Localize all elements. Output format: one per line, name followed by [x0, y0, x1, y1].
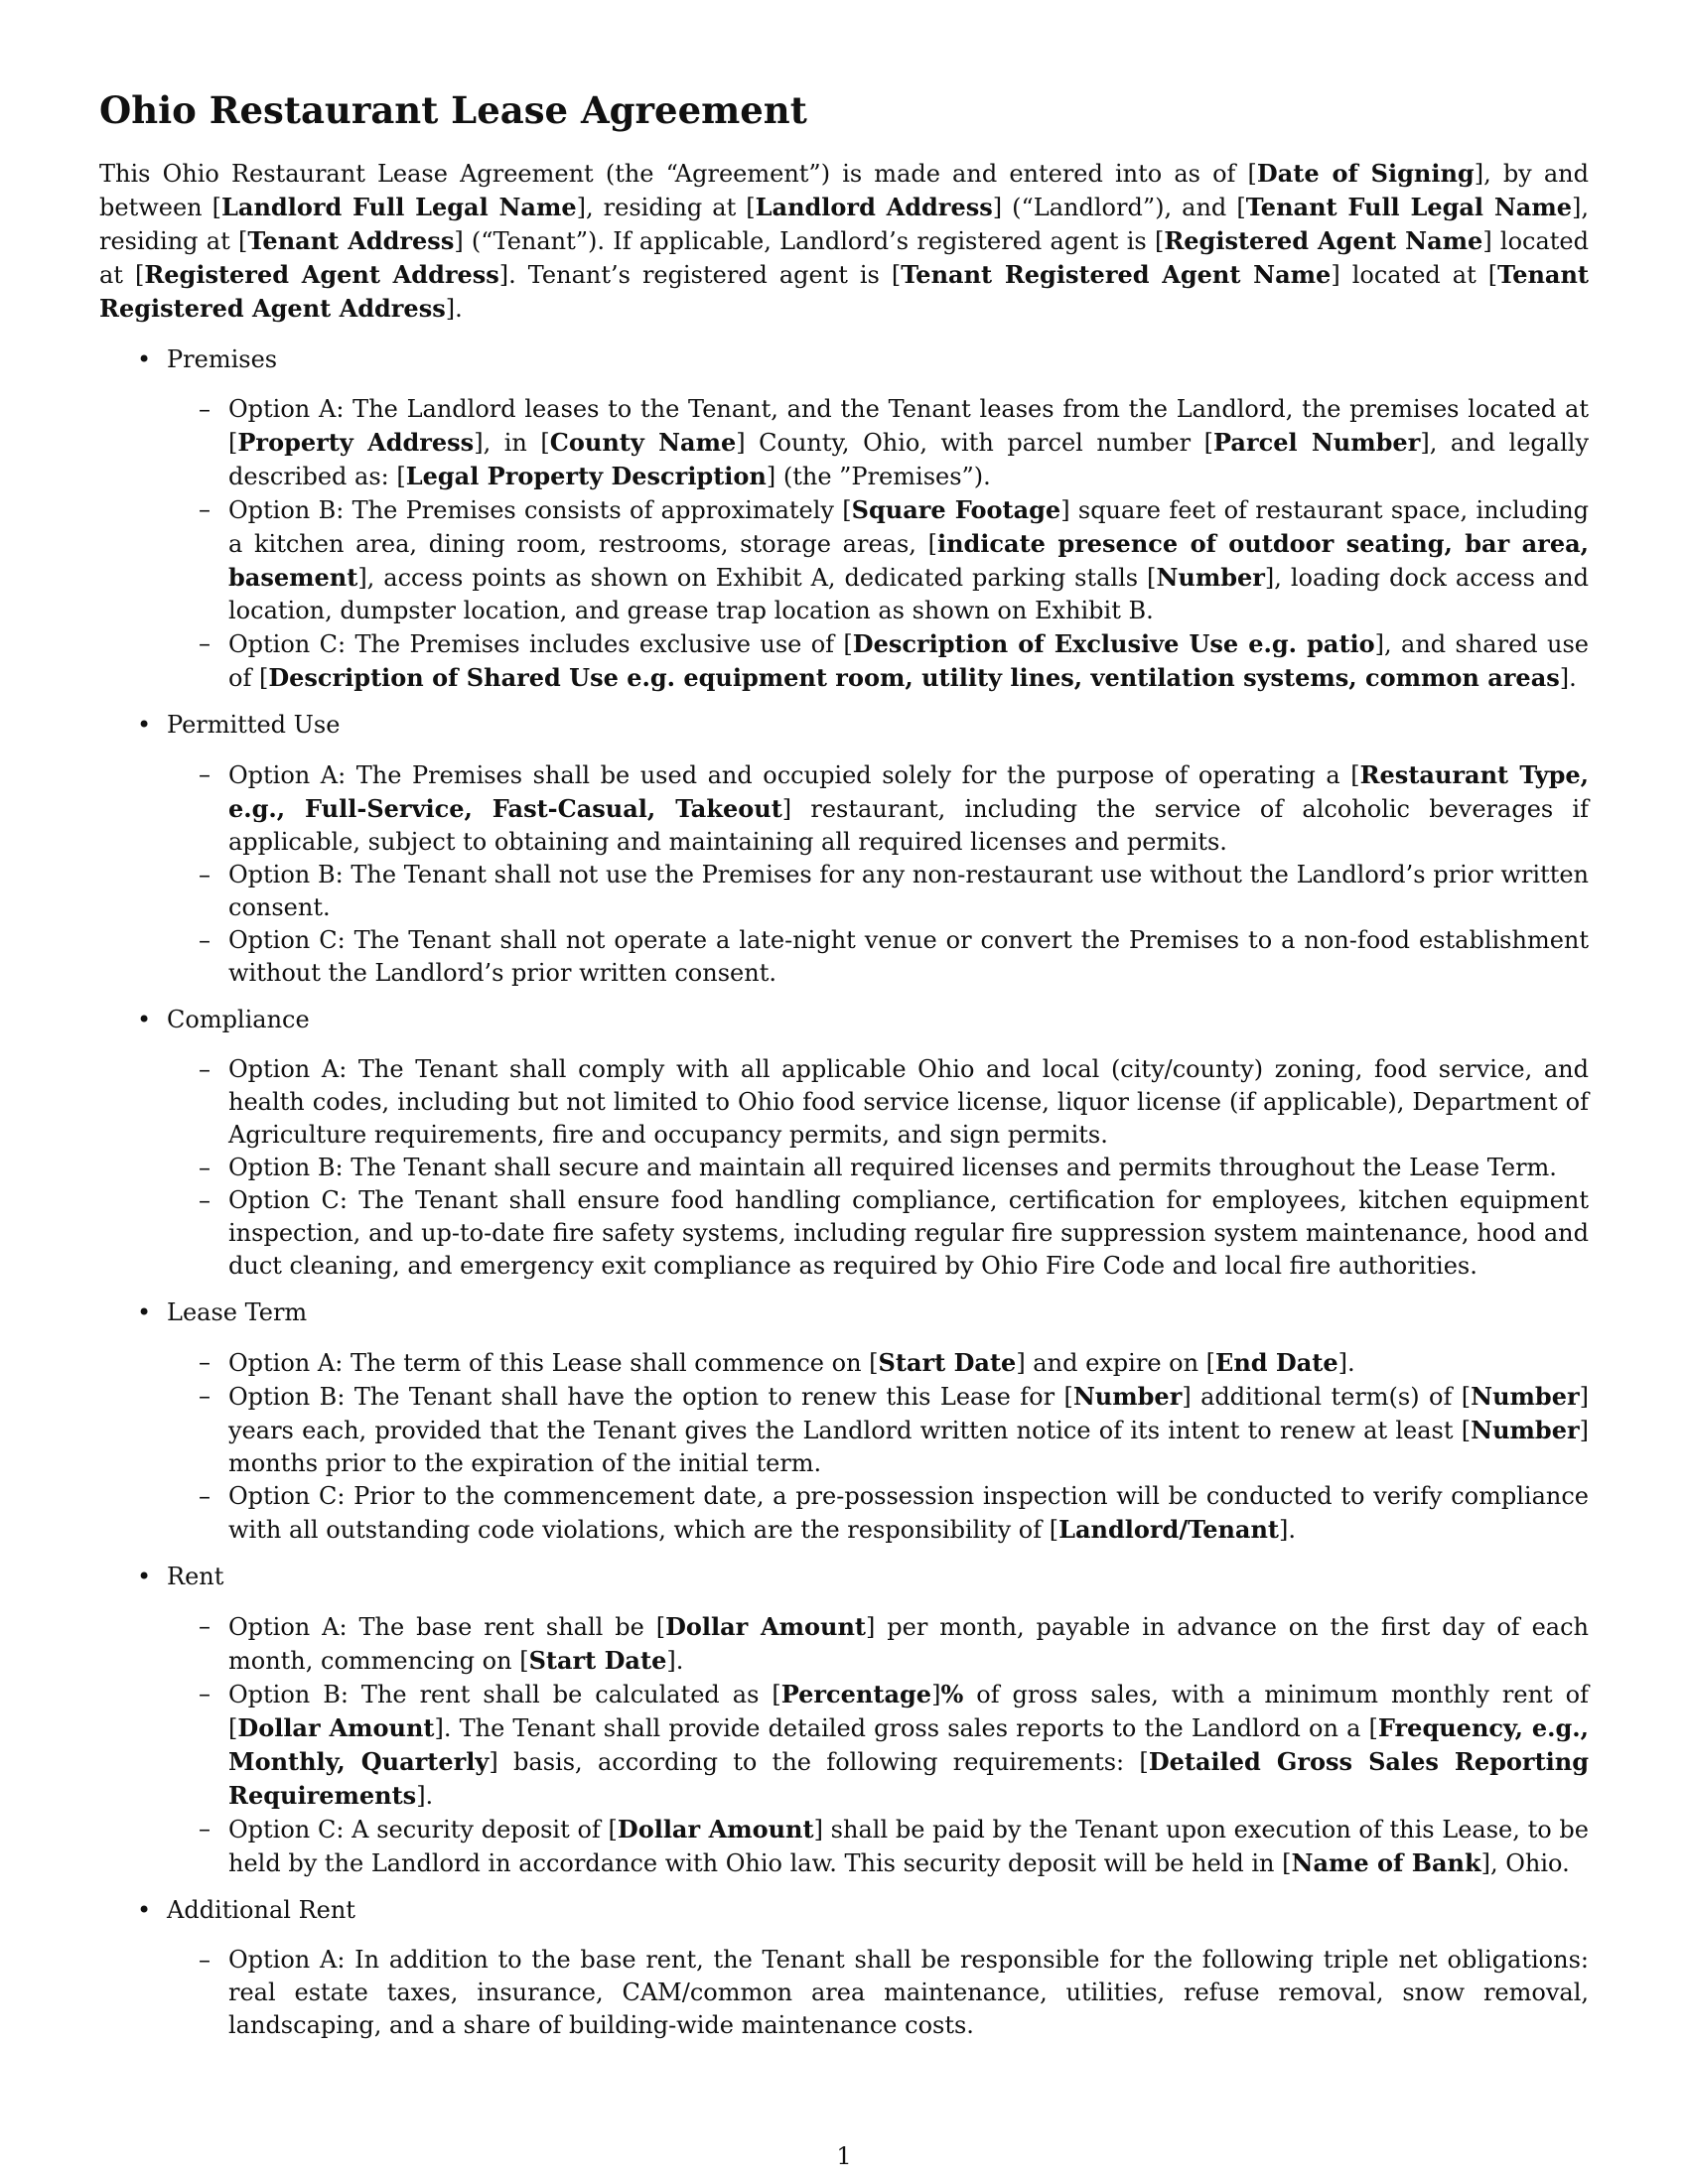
- dash-icon: –: [199, 395, 211, 423]
- placeholder-field: Dollar Amount: [237, 1713, 435, 1742]
- option-item: – Option C: Prior to the commencement date, a pre-possession inspection will be conducted to verify compliance with all outstanding code violations, which are the responsibility of [Landlord/Tenant].: [199, 1482, 1589, 1544]
- dash-icon: –: [199, 629, 211, 657]
- placeholder-field: Detailed Gross Sales Reporting Requirements: [228, 1747, 1590, 1810]
- dash-icon: –: [199, 760, 211, 788]
- bullet-icon: •: [137, 1896, 152, 1924]
- placeholder-field: Date of Signing: [1256, 159, 1475, 188]
- placeholder-field: Tenant Address: [247, 226, 455, 255]
- section-title: Additional Rent: [167, 1896, 355, 1924]
- section-list: [99, 343, 1589, 2042]
- option-item: – Option B: The Tenant shall secure and maintain all required licenses and permits throughout the Lease Term.: [167, 1152, 1589, 1184]
- option-item: – Option B: The rent shall be calculated as [Percentage]% of gross sales, with a minimum monthly rent of [Dollar Amount]. The Tenant shall provide detailed gross sales reports to the Landlord on a [Frequency, e.g., Monthly, Quarterly] basis, according to the following requirements: [Detailed Gross Sales Reporting Requirements].: [199, 1680, 1590, 1810]
- option-item: – Option A: The base rent shall be [Dollar Amount] per month, payable in advance on the first day of each month, commencing on [Start Date].: [199, 1612, 1589, 1675]
- dash-icon: –: [199, 1612, 211, 1640]
- option-list: [167, 758, 1589, 990]
- option-item: – Option B: The Premises consists of approximately [Square Footage] square feet of restaurant space, including a kitchen area, dining room, restrooms, storage areas, [indicate presence of outdoor seating, bar area, basement], access points as shown on Exhibit A, dedicated parking stalls [Number], loading dock access and location, dumpster location, and grease trap location as shown on Exhibit B.: [199, 495, 1590, 624]
- dash-icon: –: [199, 495, 211, 523]
- section-title: Rent: [167, 1563, 224, 1590]
- placeholder-field: Number: [1156, 563, 1265, 592]
- section-item: [99, 343, 1589, 695]
- bullet-icon: •: [137, 1298, 152, 1326]
- option-item: – Option C: The Tenant shall ensure food handling compliance, certification for employees, kitchen equipment inspection, and up-to-date fire safety systems, including regular fire suppression system maintenance, hood and duct cleaning, and emergency exit compliance as required by Ohio Fire Code and local fire authorities.: [199, 1186, 1589, 1280]
- bullet-icon: •: [137, 1006, 152, 1033]
- option-item: – Option A: The term of this Lease shall commence on [Start Date] and expire on [End Date].: [199, 1348, 1355, 1377]
- placeholder-field: End Date: [1215, 1348, 1338, 1377]
- section-item: [99, 709, 1589, 990]
- section-item: [99, 1297, 1589, 1547]
- section-title: Permitted Use: [167, 711, 341, 739]
- placeholder-field: Landlord/Tenant: [1058, 1515, 1279, 1544]
- placeholder-field: indicate presence of outdoor seating, bar area, basement: [228, 529, 1589, 592]
- placeholder-field: Square Footage: [851, 495, 1061, 524]
- option-item: – Option C: A security deposit of [Dollar Amount] shall be paid by the Tenant upon execution of this Lease, to be held by the Landlord in accordance with Ohio law. This security deposit will be held in [Name of Bank], Ohio.: [199, 1815, 1589, 1877]
- dash-icon: –: [199, 1815, 211, 1843]
- intro-paragraph: This Ohio Restaurant Lease Agreement (the “Agreement”) is made and entered into as of [Date of Signing], by and between [Landlord Full Legal Name], residing at [Landlord Address] (“Landlord”), and [Tenant Full Legal Name], residing at [Tenant Address] (“Tenant”). If applicable, Landlord’s registered agent is [Registered Agent Name] located at [Registered Agent Address]. Tenant’s registered agent is [Tenant Registered Agent Name] located at [Tenant Registered Agent Address].: [99, 159, 1590, 323]
- section-title: Lease Term: [167, 1298, 308, 1326]
- option-item: – Option B: The Tenant shall not use the Premises for any non-restaurant use without the Landlord’s prior written consent.: [199, 861, 1589, 921]
- option-item: – Option A: The Landlord leases to the Tenant, and the Tenant leases from the Landlord, the premises located at [Property Address], in [County Name] County, Ohio, with parcel number [Parcel Number], and legally described as: [Legal Property Description] (the ”Premises”).: [199, 395, 1590, 490]
- bullet-icon: •: [137, 1563, 152, 1590]
- placeholder-field: Dollar Amount: [665, 1612, 866, 1641]
- placeholder-field: Number: [1072, 1382, 1183, 1411]
- option-item: – Option C: The Premises includes exclusive use of [Description of Exclusive Use e.g. patio], and shared use of [Description of Shared Use e.g. equipment room, utility lines, ventilation systems, common areas].: [199, 629, 1589, 692]
- section-title: Compliance: [167, 1006, 310, 1033]
- section-item: [99, 1004, 1589, 1283]
- dash-icon: –: [199, 1382, 211, 1410]
- option-list: [167, 1346, 1589, 1547]
- placeholder-field: Description of Shared Use e.g. equipment room, utility lines, ventilation systems, common areas: [268, 663, 1560, 692]
- placeholder-field: Number: [1471, 1416, 1580, 1444]
- dash-icon: –: [199, 1946, 211, 1974]
- placeholder-field: Number: [1471, 1382, 1580, 1411]
- dash-icon: –: [199, 1348, 211, 1376]
- placeholder-field: Description of Exclusive Use e.g. patio: [852, 629, 1375, 658]
- placeholder-field: Legal Property Description: [405, 462, 767, 490]
- option-list: [167, 1053, 1589, 1283]
- option-item: – Option B: The Tenant shall have the option to renew this Lease for [Number] additional term(s) of [Number] years each, provided that the Tenant gives the Landlord written notice of its intent to renew at least [Number] months prior to the expiration of the initial term.: [199, 1382, 1589, 1477]
- placeholder-field: Tenant Registered Agent Name: [901, 260, 1332, 289]
- placeholder-field: County Name: [549, 428, 737, 457]
- placeholder-field: Parcel Number: [1213, 428, 1421, 457]
- document-title: Ohio Restaurant Lease Agreement: [99, 88, 807, 132]
- dash-icon: –: [199, 861, 211, 888]
- dash-icon: –: [199, 1154, 211, 1181]
- placeholder-field: Start Date: [528, 1646, 667, 1675]
- document-page: [99, 87, 1589, 2056]
- placeholder-field: Registered Agent Address: [144, 260, 499, 289]
- placeholder-field: Name of Bank: [1291, 1848, 1481, 1877]
- option-item: – Option A: The Premises shall be used and occupied solely for the purpose of operating a [Restaurant Type, e.g., Full-Service, Fast-Casual, Takeout] restaurant, including the service of alcoholic beverages if applicable, subject to obtaining and maintaining all required licenses and permits.: [199, 760, 1589, 856]
- placeholder-field: Landlord Full Legal Name: [221, 193, 577, 221]
- placeholder-field: Property Address: [237, 428, 475, 457]
- placeholder-field: Start Date: [878, 1348, 1017, 1377]
- option-list: [167, 393, 1589, 695]
- option-list: [167, 1610, 1589, 1880]
- placeholder-field: Registered Agent Name: [1164, 226, 1483, 255]
- dash-icon: –: [199, 1680, 211, 1707]
- option-item: – Option A: The Tenant shall comply with all applicable Ohio and local (city/county) zoning, food service, and health codes, including but not limited to Ohio food service license, liquor license (if applicable), Department of Agriculture requirements, fire and occupancy permits, and sign permits.: [199, 1055, 1589, 1149]
- option-item: – Option C: The Tenant shall not operate a late-night venue or convert the Premises to a non-food establishment without the Landlord’s prior written consent.: [199, 926, 1589, 987]
- dash-icon: –: [199, 1055, 211, 1083]
- placeholder-field: Tenant Full Legal Name: [1245, 193, 1572, 221]
- placeholder-field: Frequency, e.g., Monthly, Quarterly: [228, 1713, 1589, 1776]
- placeholder-field: Landlord Address: [755, 193, 993, 221]
- section-item: [99, 1894, 1589, 2042]
- dash-icon: –: [199, 1186, 211, 1214]
- dash-icon: –: [199, 926, 211, 954]
- section-item: [99, 1561, 1589, 1880]
- page-number: 1: [836, 2142, 852, 2170]
- bullet-icon: •: [137, 345, 152, 373]
- bullet-icon: •: [137, 711, 152, 739]
- placeholder-field: Tenant Registered Agent Address: [99, 260, 1590, 323]
- option-list: [167, 1944, 1589, 2042]
- placeholder-field: Restaurant Type, e.g., Full-Service, Fast-Casual, Takeout: [228, 760, 1589, 823]
- placeholder-field: Dollar Amount: [617, 1815, 814, 1843]
- placeholder-field: Percentage: [780, 1680, 932, 1708]
- dash-icon: –: [199, 1482, 211, 1510]
- option-item: – Option A: In addition to the base rent, the Tenant shall be responsible for the following triple net obligations: real estate taxes, insurance, CAM/common area maintenance, utilities, refuse removal, snow removal, landscaping, and a share of building-wide maintenance costs.: [199, 1946, 1589, 2039]
- section-title: Premises: [167, 345, 278, 373]
- placeholder-field: %: [940, 1680, 964, 1708]
